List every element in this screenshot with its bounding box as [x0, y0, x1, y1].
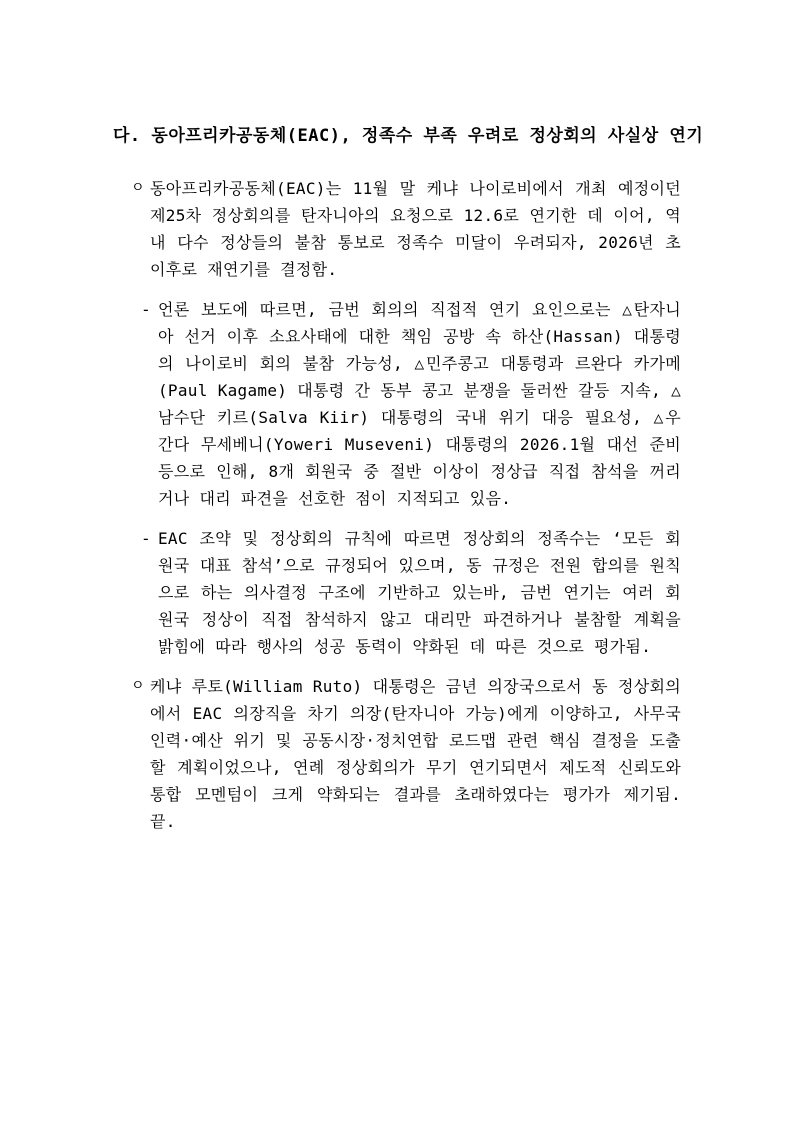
- bullet-marker: ㅇ: [131, 180, 145, 196]
- paragraph-1: [113, 175, 681, 283]
- bullet-marker: -: [141, 529, 151, 548]
- paragraph-text: 언론 보도에 따르면, 금번 회의의 직접적 연기 요인으로는 △탄자니아 선거 이후 소요사태에 대한 책임 공방 속 하산(Hassan) 대통령의 나이로비 회의 불참 가능성, △민주콩고 대통령과 르완다 카가메(Paul Kagame) 대통령 간 동부 콩고 분쟁을 둘러싼 갈등 지속, △남수단 키르(Salva Kiir) 대통령의 국내 위기 대응 필요성, △우간다 무세베니(Yoweri Museveni) 대통령의 2026.1월 대선 준비 등으로 인해, 8개 회원국 중 절반 이상이 정상급 직접 참석을 꺼리거나 대리 파견을 선호한 점이 지적되고 있음.: [158, 300, 681, 508]
- paragraph-2: [113, 296, 681, 512]
- document-content: [113, 124, 704, 848]
- bullet-marker: ㅇ: [131, 678, 145, 694]
- bullet-marker: -: [141, 300, 151, 319]
- paragraph-text: 동아프리카공동체(EAC)는 11월 말 케냐 나이로비에서 개최 예정이던 제25차 정상회의를 탄자니아의 요청으로 12.6로 연기한 데 이어, 역내 다수 정상들의 불참 통보로 정족수 미달이 우려되자, 2026년 초 이후로 재연기를 결정함.: [150, 179, 681, 279]
- document-title: 다. 동아프리카공동체(EAC), 정족수 부족 우려로 정상회의 사실상 연기: [113, 126, 704, 146]
- paragraph-3: [113, 525, 681, 660]
- paragraph-4: [113, 673, 681, 835]
- paragraph-text: EAC 조약 및 정상회의 규칙에 따르면 정상회의 정족수는 ‘모든 회원국 대표 참석’으로 규정되어 있으며, 동 규정은 전원 합의를 원칙으로 하는 의사결정 구조에 기반하고 있는바, 금번 연기는 여러 회원국 정상이 직접 참석하지 않고 대리만 파견하거나 불참할 계획을 밝힘에 따라 행사의 성공 동력이 약화된 데 따른 것으로 평가됨.: [158, 529, 681, 656]
- paragraph-text: 케냐 루토(William Ruto) 대통령은 금년 의장국으로서 동 정상회의에서 EAC 의장직을 차기 의장(탄자니아 가능)에게 이양하고, 사무국 인력·예산 위기 및 공동시장·정치연합 로드맵 관련 핵심 결정을 도출할 계획이었으나, 연례 정상회의가 무기 연기되면서 제도적 신뢰도와 통합 모멘텀이 크게 약화되는 결과를 초래하였다는 평가가 제기됨. 끝.: [150, 677, 681, 831]
- document-body: [113, 175, 681, 835]
